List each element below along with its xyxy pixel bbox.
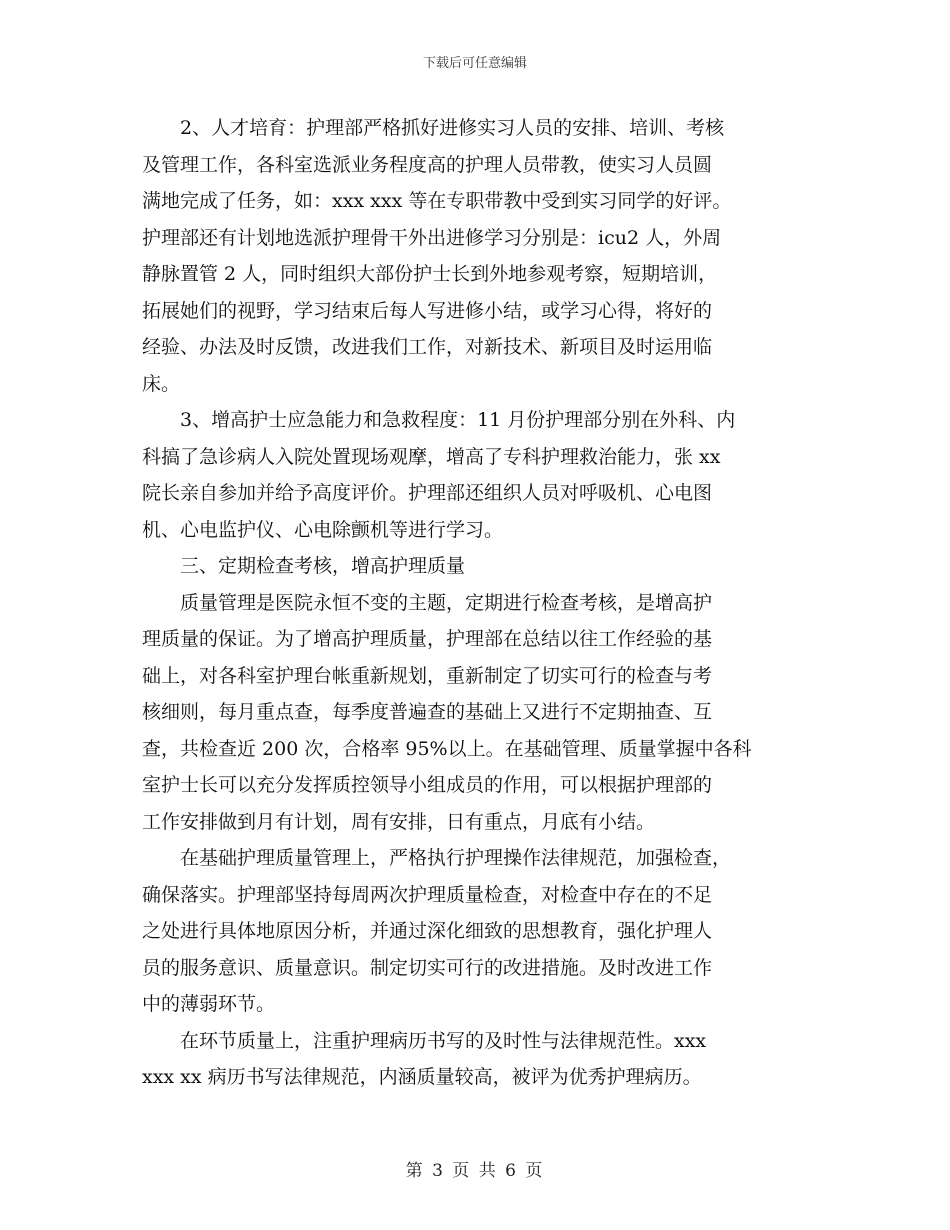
page-header: 下载后可任意编辑	[422, 56, 527, 71]
text-line: 中的薄弱环节。	[142, 993, 276, 1015]
text-line: 院长亲自参加并给予高度评价。护理部还组织人员对呼吸机、心电图	[142, 482, 713, 504]
text-line: 查，共检查近 200 次，合格率 95%以上。在基础管理、质量掌握中各科	[142, 737, 752, 760]
text-line: 理质量的保证。为了增高护理质量，护理部在总结以往工作经验的基	[142, 628, 713, 650]
text-line: 3、增高护士应急能力和急救程度：11 月份护理部分别在外科、内	[180, 409, 736, 431]
paragraph-talent-training	[142, 110, 810, 402]
text-line: 在基础护理质量管理上，严格执行护理操作法律规范，加强检查，	[180, 847, 732, 869]
text-line: 础上，对各科室护理台帐重新规划，重新制定了切实可行的检查与考	[142, 664, 713, 687]
text-line: 科搞了急诊病人入院处置现场观摩，增高了专科护理救治能力，张 xx	[142, 445, 721, 468]
text-line: 工作安排做到月有计划，周有安排，日有重点，月底有小结。	[142, 810, 656, 833]
text-line: 静脉置管 2 人，同时组织大部份护士长到外地参观考察，短期培训，	[142, 263, 718, 285]
text-line: 及管理工作，各科室选派业务程度高的护理人员带教，使实习人员圆	[142, 153, 713, 176]
section-heading	[142, 548, 810, 585]
text-line: 机、心电监护仪、心电除颤机等进行学习。	[142, 518, 504, 541]
paragraph-emergency-ability	[142, 402, 810, 548]
paragraph-link-quality	[142, 1023, 810, 1096]
text-line: 床。	[142, 372, 181, 395]
paragraph-quality-management	[142, 585, 810, 841]
text-line: 质量管理是医院永恒不变的主题，定期进行检查考核，是增高护	[180, 591, 713, 614]
text-line: 室护士长可以充分发挥质控领导小组成员的作用，可以根据护理部的	[142, 774, 713, 796]
section-heading-text: 三、定期检查考核，增高护理质量	[180, 555, 466, 577]
text-line: 在环节质量上，注重护理病历书写的及时性与法律规范性。xxx	[180, 1029, 707, 1052]
text-line: 核细则，每月重点查，每季度普遍查的基础上又进行不定期抽查、互	[142, 701, 713, 723]
text-line: 拓展她们的视野，学习结束后每人写进修小结，或学习心得，将好的	[142, 299, 713, 322]
document-body	[142, 110, 810, 1096]
paragraph-basic-nursing-quality	[142, 840, 810, 1023]
text-line: 护理部还有计划地选派护理骨干外出进修学习分别是：icu2 人，外周	[142, 226, 722, 249]
text-line: 满地完成了任务，如：xxx xxx 等在专职带教中受到实习同学的好评。	[142, 190, 732, 212]
text-line: 确保落实。护理部坚持每周两次护理质量检查，对检查中存在的不足	[142, 883, 713, 906]
text-line: xxx xx 病历书写法律规范，内涵质量较高，被评为优秀护理病历。	[142, 1066, 702, 1088]
text-line: 员的服务意识、质量意识。制定切实可行的改进措施。及时改进工作	[142, 956, 713, 979]
text-line: 2、人才培育：护理部严格抓好进修实习人员的安排、培训、考核	[180, 117, 725, 139]
page-footer: 第 3 页 共 6 页	[405, 1161, 545, 1181]
text-line: 之处进行具体地原因分析，并通过深化细致的思想教育，强化护理人	[142, 920, 713, 942]
text-line: 经验、办法及时反馈，改进我们工作，对新技术、新项目及时运用临	[142, 336, 713, 358]
